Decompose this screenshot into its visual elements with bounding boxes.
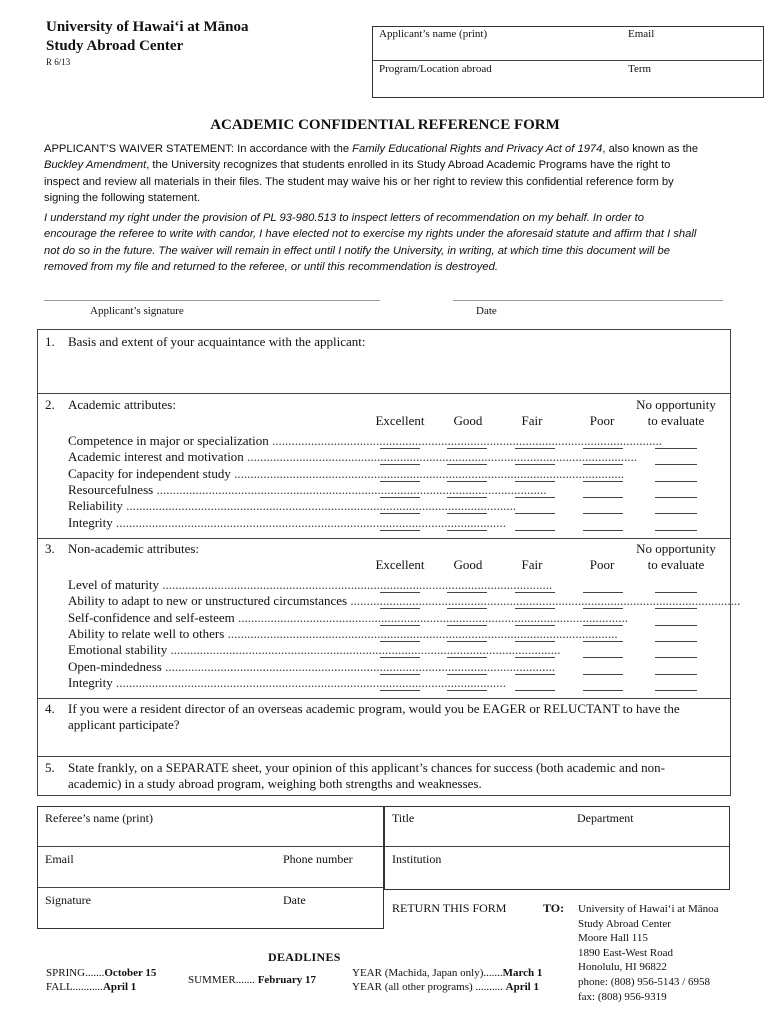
rating-blank-fair[interactable] — [515, 513, 555, 514]
revision-code: R 6/13 — [46, 57, 71, 67]
deadline-spring-date: October 15 — [104, 967, 157, 979]
deadline-year-other-label: YEAR (all other programs) .......... — [352, 981, 503, 993]
q5-line: State frankly, on a SEPARATE sheet, your opinion of this applicant’s chances for success (both academic and non- — [68, 760, 665, 775]
col-fair: Fair — [521, 413, 543, 428]
rating-blank-no-opportunity[interactable] — [655, 608, 697, 609]
rating-blank-no-opportunity[interactable] — [655, 448, 697, 449]
deadline-summer-label: SUMMER....... — [188, 974, 255, 986]
deadline-spring-label: SPRING....... — [46, 967, 105, 979]
referee-right-box — [384, 806, 730, 890]
rating-blank-poor[interactable] — [583, 530, 623, 531]
waiver-italic-line: removed from my file and returned to the referee, or until this recommendation is destroyed. — [44, 260, 498, 273]
rating-blank-no-opportunity[interactable] — [655, 641, 697, 642]
address-line: fax: (808) 956-9319 — [578, 990, 667, 1003]
term-label[interactable]: Term — [628, 63, 652, 75]
q5-number: 5. — [45, 760, 55, 775]
waiver-italic-line: I understand my right under the provision of PL 93-980.513 to inspect letters of recommendation on my behalf. In order to — [44, 212, 644, 224]
dot-leader: ........................................................................................................................ — [112, 514, 507, 530]
q5-text — [68, 760, 728, 792]
q5-line: academic) in a study abroad program, weighing both strengths and weaknesses. — [68, 776, 482, 791]
rating-blank-no-opportunity[interactable] — [655, 497, 697, 498]
rating-blank-no-opportunity[interactable] — [655, 625, 697, 626]
dot-leader: ........................................................................................................................ — [112, 674, 507, 690]
deadline-spring — [46, 966, 156, 980]
applicant-signature-label: Applicant’s signature — [90, 305, 184, 317]
waiver-line: APPLICANT’S WAIVER STATEMENT: In accordance with the Family Educational Rights and Privacy Act of 1974, also known as the — [44, 143, 699, 155]
q4-line: applicant participate? — [68, 717, 180, 732]
waiver-statement — [44, 141, 729, 206]
rating-blank-no-opportunity[interactable] — [655, 657, 697, 658]
applicant-date-label: Date — [476, 305, 497, 317]
q1-text: Basis and extent of your acquaintance with the applicant: — [68, 334, 366, 349]
return-form-label: RETURN THIS FORM — [392, 901, 507, 915]
q3-text: Non-academic attributes: — [68, 541, 200, 556]
attribute-name: Competence in major or specialization — [68, 433, 269, 448]
applicant-email-label[interactable]: Email — [628, 28, 655, 40]
q4-number: 4. — [45, 701, 55, 716]
attribute-row-label — [68, 609, 629, 626]
col-fair-2: Fair — [521, 557, 543, 572]
waiver-line: signing the following statement. — [44, 191, 201, 204]
program-location-label[interactable]: Program/Location abroad — [379, 63, 492, 75]
waiver-agreement — [44, 210, 729, 275]
applicant-date-line[interactable] — [453, 300, 723, 301]
q2-text: Academic attributes: — [68, 397, 176, 412]
rating-blank-fair[interactable] — [515, 530, 555, 531]
address-line: University of Hawaiʻi at Mānoa — [578, 903, 719, 915]
deadline-fall — [46, 980, 136, 994]
q2-number: 2. — [45, 397, 55, 412]
applicant-signature-line[interactable] — [44, 300, 380, 301]
col-poor: Poor — [589, 413, 615, 428]
rating-blank-fair[interactable] — [515, 674, 555, 675]
referee-date-field[interactable]: Date — [283, 893, 306, 907]
attribute-name: Resourcefulness — [68, 481, 154, 497]
rating-blank-good[interactable] — [447, 530, 487, 531]
address-line: phone: (808) 956-5143 / 6958 — [578, 975, 710, 988]
address-line: 1890 East-West Road — [578, 946, 674, 959]
deadline-fall-date: April 1 — [102, 981, 137, 993]
q4-text — [68, 701, 728, 733]
rating-blank-no-opportunity[interactable] — [655, 690, 697, 691]
attribute-row-label — [68, 498, 517, 514]
col-no-opportunity-line1: No opportunity — [636, 541, 716, 556]
attribute-name: Academic interest and motivation — [68, 449, 244, 465]
rating-blank-poor[interactable] — [583, 674, 623, 675]
address-line: Moore Hall 115 — [578, 932, 648, 945]
col-excellent-2: Excellent — [375, 557, 425, 572]
address-line: Study Abroad Center — [578, 917, 671, 930]
attribute-row-label — [68, 658, 556, 675]
waiver-italic-line: not do so in the future. The waiver will remain in effect until I notify the University, in writing, at which time this document will be — [44, 244, 670, 257]
dot-leader: ........................................................................................................................ — [224, 625, 618, 641]
rating-blank-poor[interactable] — [583, 513, 623, 514]
dot-leader: ........................................................................................................................ — [230, 465, 625, 481]
referee-title-field[interactable]: Title — [392, 811, 415, 825]
waiver-line: inspect and review all materials in their files. The student may waive his or her right to review this confidential reference form by — [44, 175, 674, 188]
rating-blank-poor[interactable] — [583, 497, 623, 498]
attribute-row-label — [68, 642, 561, 658]
referee-name-field[interactable]: Referee’s name (print) — [45, 811, 153, 825]
rating-blank-no-opportunity[interactable] — [655, 674, 697, 675]
col-no-opportunity-line2: to evaluate — [647, 413, 705, 428]
attribute-name: Self-confidence and self-esteem — [68, 609, 235, 625]
rating-blank-excellent[interactable] — [380, 530, 420, 531]
university-name: University of Hawaiʻi at Mānoa — [46, 19, 249, 35]
attribute-row-label — [68, 465, 625, 482]
deadline-fall-label: FALL........... — [46, 981, 103, 993]
dot-leader: ........................................................................................................................ — [243, 449, 638, 465]
col-no-opportunity-line2: to evaluate — [647, 557, 705, 572]
deadline-year-other — [352, 980, 539, 994]
attribute-name: Emotional stability — [68, 642, 168, 658]
rating-blank-no-opportunity[interactable] — [655, 464, 697, 465]
deadline-year-other-date: April 1 — [505, 981, 539, 993]
attribute-name: Open-mindedness — [68, 658, 162, 674]
attribute-row-label — [68, 481, 547, 498]
center-name: Study Abroad Center — [46, 38, 184, 54]
rating-blank-poor[interactable] — [583, 657, 623, 658]
referee-institution-field[interactable]: Institution — [392, 852, 442, 866]
dot-leader: ........................................................................................................................ — [167, 642, 561, 658]
waiver-line: Buckley Amendment, the University recognizes that students enrolled in its Study Abroad Academic Programs have the right to — [44, 159, 671, 172]
col-no-opportunity-line1: No opportunity — [636, 397, 716, 412]
referee-email-field[interactable]: Email — [45, 852, 74, 866]
rating-blank-good[interactable] — [447, 690, 487, 691]
attribute-name: Capacity for independent study — [68, 465, 231, 481]
referee-department-field[interactable]: Department — [577, 811, 634, 825]
col-good-2: Good — [453, 557, 483, 572]
dot-leader: ........................................................................................................................ — [347, 593, 741, 609]
deadline-year-machida-date: March 1 — [502, 967, 543, 979]
form-title: ACADEMIC CONFIDENTIAL REFERENCE FORM — [210, 117, 560, 133]
attribute-row-label — [68, 674, 507, 691]
col-poor-2: Poor — [589, 557, 615, 572]
applicant-name-label[interactable]: Applicant’s name (print) — [379, 28, 488, 40]
attribute-row-label — [68, 593, 741, 609]
q4-line: If you were a resident director of an overseas academic program, would you be EAGER or RELUCTANT to have the — [68, 701, 680, 716]
waiver-italic-line: encourage the referee to write with candor, I have elected not to exercise my rights under the aforesaid statute and affirm that I shall — [44, 228, 697, 241]
return-to-label: TO: — [543, 901, 565, 915]
q3-number: 3. — [45, 541, 55, 556]
return-address — [578, 902, 719, 1004]
q1-answer-area[interactable] — [45, 352, 725, 390]
attribute-name: Integrity — [68, 514, 113, 530]
deadline-summer-date: February 17 — [257, 974, 317, 986]
dot-leader: ........................................................................................................................ — [268, 433, 662, 448]
rating-blank-no-opportunity[interactable] — [655, 530, 697, 531]
col-good: Good — [453, 413, 483, 428]
q1-number: 1. — [45, 334, 55, 349]
deadline-summer — [188, 973, 316, 987]
dot-leader: ........................................................................................................................ — [122, 498, 517, 514]
referee-signature-field[interactable]: Signature — [45, 893, 91, 907]
attribute-row-label — [68, 577, 553, 593]
dot-leader: ........................................................................................................................ — [234, 609, 629, 625]
attribute-row-label — [68, 625, 618, 642]
attribute-name: Ability to relate well to others — [68, 625, 225, 641]
rating-blank-excellent[interactable] — [380, 690, 420, 691]
rating-blank-poor[interactable] — [583, 481, 623, 482]
deadline-year-machida-label: YEAR (Machida, Japan only)....... — [352, 967, 503, 979]
deadlines-heading: DEADLINES — [268, 950, 341, 964]
dot-leader: ........................................................................................................................ — [153, 481, 547, 497]
attribute-name: Ability to adapt to new or unstructured circumstances — [68, 593, 348, 609]
rating-blank-fair[interactable] — [515, 497, 555, 498]
deadline-year-machida — [352, 966, 542, 980]
dot-leader: ........................................................................................................................ — [158, 577, 553, 592]
rating-blank-fair[interactable] — [515, 690, 555, 691]
attribute-row-label — [68, 433, 662, 449]
referee-phone-field[interactable]: Phone number — [283, 852, 353, 866]
rating-blank-poor[interactable] — [583, 641, 623, 642]
attribute-name: Integrity — [68, 674, 113, 690]
col-excellent: Excellent — [375, 413, 425, 428]
attribute-row-label — [68, 514, 507, 531]
address-line: Honolulu, HI 96822 — [578, 961, 667, 974]
rating-blank-no-opportunity[interactable] — [655, 513, 697, 514]
col-no-opportunity — [624, 397, 728, 429]
rating-blank-no-opportunity[interactable] — [655, 481, 697, 482]
rating-blank-poor[interactable] — [583, 690, 623, 691]
attribute-name: Reliability — [68, 498, 123, 514]
attribute-name: Level of maturity — [68, 577, 159, 592]
dot-leader: ........................................................................................................................ — [161, 658, 556, 674]
attribute-row-label — [68, 449, 638, 465]
col-no-opportunity-2 — [624, 541, 728, 573]
